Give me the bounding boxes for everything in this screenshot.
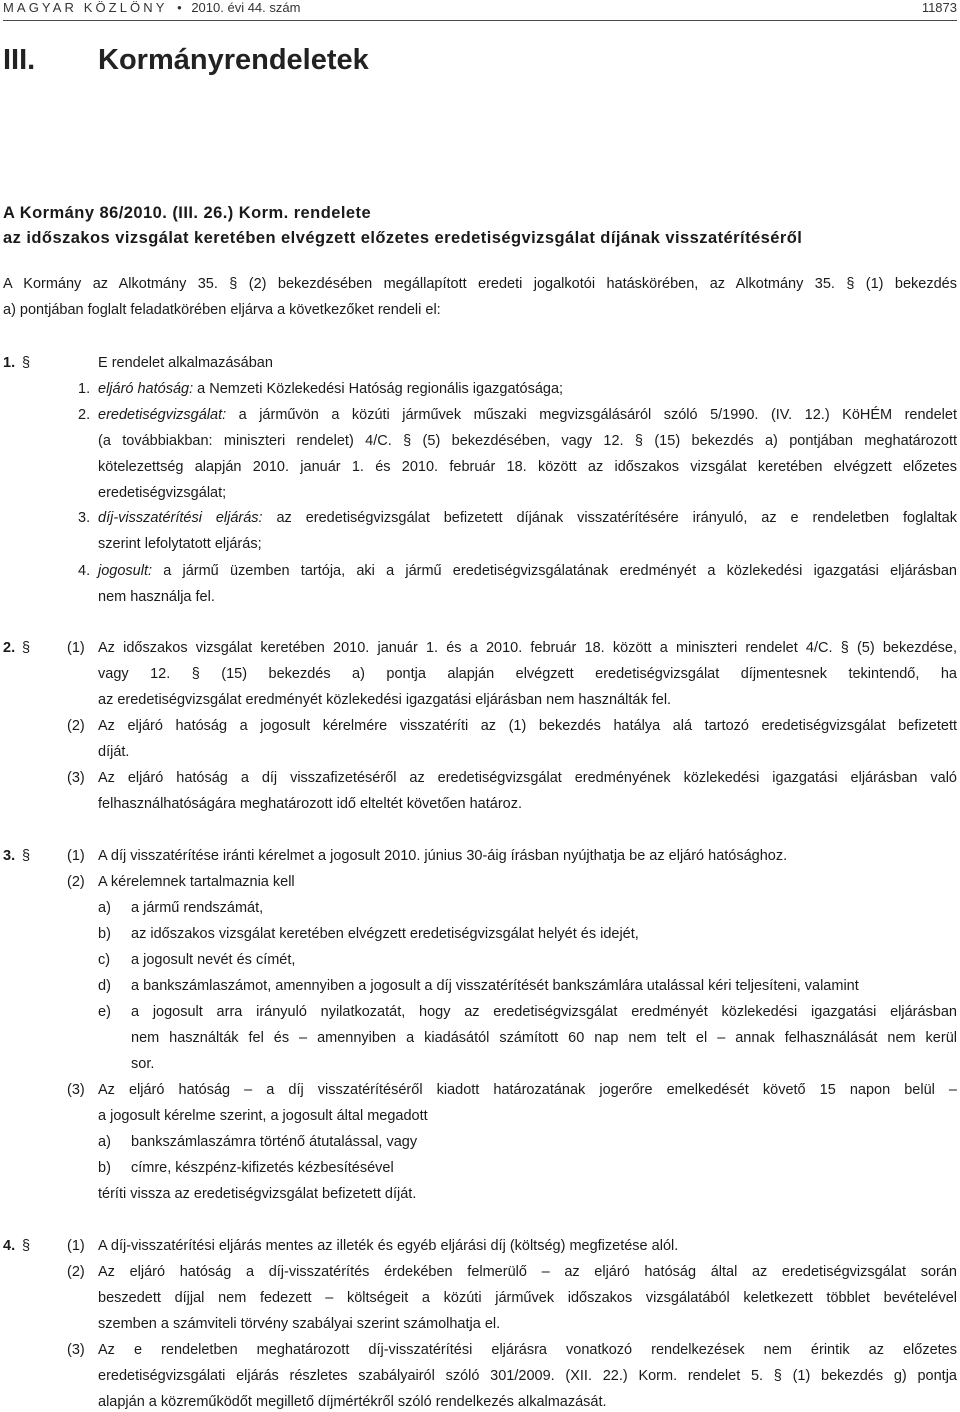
s2-paragraph-1-line: vagy 12. § (15) bekezdés a) pontja alapján elvégzett eredetiségvizsgálat díjmentesnek tekintendő, ha bbox=[98, 666, 957, 682]
s3-item-c-letter: c) bbox=[98, 952, 111, 968]
definition-1-number: 1. bbox=[78, 381, 91, 397]
definition-2-definition: a járművön a közúti járművek műszaki megvizsgálásáról szóló 5/1990. (IV. 12.) KöHÉM rendelet bbox=[226, 407, 957, 423]
page-header bbox=[3, 0, 957, 21]
s2-paragraph-2-line: Az eljáró hatóság a jogosult kérelmére visszatéríti az (1) bekezdés hatálya alá tartozó eredetiségvizsgálat befizetett bbox=[98, 718, 957, 734]
definition-2-line: (a továbbiakban: miniszteri rendelet) 4/C. § (5) bekezdésében, vagy 12. § (15) bekezdés a) pontjában meghatározott bbox=[98, 433, 957, 449]
s3-item-e-line: sor. bbox=[131, 1056, 155, 1072]
section-title: Kormányrendeletek bbox=[98, 44, 369, 76]
section-1-number: 1. bbox=[3, 355, 16, 371]
s4-paragraph-3-line: alapján a közreműködőt megillető díjmértékről szóló rendelkezés alkalmazását. bbox=[98, 1394, 607, 1410]
definition-4-number: 4. bbox=[78, 563, 91, 579]
s3-item-b-letter: b) bbox=[98, 926, 111, 942]
s3-payment-option-a-line: bankszámlaszámra történő átutalással, vagy bbox=[131, 1134, 418, 1150]
section-2-paragraph-mark: § bbox=[22, 640, 31, 656]
s2-paragraph-1-number: (1) bbox=[67, 640, 85, 656]
definition-3-line: szerint lefolytatott eljárás; bbox=[98, 536, 262, 552]
s4-paragraph-2-number: (2) bbox=[67, 1264, 85, 1280]
s4-paragraph-1-number: (1) bbox=[67, 1238, 85, 1254]
s3-item-e-line: nem használták fel és – amennyiben a kiadásától számított 60 nap nem telt el – annak felhasználását nem kerül bbox=[131, 1030, 957, 1046]
s3-paragraph-3-number: (3) bbox=[67, 1082, 85, 1098]
definition-4-line: nem használja fel. bbox=[98, 589, 215, 605]
section-1-paragraph-mark: § bbox=[22, 355, 31, 371]
s2-paragraph-3-line: Az eljáró hatóság a díj visszafizetéséről az eredetiségvizsgálat eredményének közlekedési igazgatási eljárásban való bbox=[98, 770, 957, 786]
s3-paragraph-3-line: a jogosult kérelme szerint, a jogosult által megadott bbox=[98, 1108, 428, 1124]
section-3-number: 3. bbox=[3, 848, 16, 864]
s3-paragraph-3-line: Az eljáró hatóság – a díj visszatérítéséről kiadott határozatának jogerőre emelkedését követő 15 napon belül – bbox=[98, 1082, 957, 1098]
s3-payment-option-a-letter: a) bbox=[98, 1134, 111, 1150]
section-1-heading: E rendelet alkalmazásában bbox=[98, 355, 273, 371]
s4-paragraph-2-line: Az eljáró hatóság a díj-visszatérítés érdekében felmerülő – az eljáró hatóság által az eredetiségvizsgálat során bbox=[98, 1264, 957, 1280]
definition-1-definition: a Nemzeti Közlekedési Hatóság regionális igazgatósága; bbox=[193, 381, 564, 397]
s3-payment-option-b-line: címre, készpénz-kifizetés kézbesítésével bbox=[131, 1160, 394, 1176]
s3-paragraph-2-number: (2) bbox=[67, 874, 85, 890]
section-heading bbox=[3, 44, 369, 77]
s3-paragraph-1-number: (1) bbox=[67, 848, 85, 864]
page-number: 11873 bbox=[921, 0, 957, 15]
s3-item-e-letter: e) bbox=[98, 1004, 111, 1020]
s3-paragraph-1-line: A díj visszatérítése iránti kérelmet a jogosult 2010. június 30-áig írásban nyújthatja be az eljáró hatósághoz. bbox=[98, 848, 788, 864]
s3-item-a-line: a jármű rendszámát, bbox=[131, 900, 264, 916]
s3-item-a-letter: a) bbox=[98, 900, 111, 916]
s3-item-d-letter: d) bbox=[98, 978, 111, 994]
s4-paragraph-3-line: eredetiségvizsgálati eljárás részletes szabályairól szóló 301/2009. (XII. 22.) Korm. rendelet 5. § (1) bekezdés g) pontja bbox=[98, 1368, 957, 1384]
definition-2-line: kötelezettség alapján 2010. január 1. és 2010. február 18. között az időszakos vizsgálat keretében elvégzett előzetes bbox=[98, 459, 957, 475]
s3-item-d-line: a bankszámlaszámot, amennyiben a jogosult a díj visszatérítését bankszámlára utalással kéri teljesíteni, valamint bbox=[131, 978, 859, 994]
s4-paragraph-2-line: beszedett díjjal nem fedezett – költségeit a közúti járművek időszakos vizsgálatából keletkezett többlet bevételével bbox=[98, 1290, 957, 1306]
s3-paragraph-2-line: A kérelemnek tartalmaznia kell bbox=[98, 874, 295, 890]
s3-item-c-line: a jogosult nevét és címét, bbox=[131, 952, 296, 968]
s4-paragraph-3-number: (3) bbox=[67, 1342, 85, 1358]
decree-title bbox=[3, 201, 802, 251]
definition-1-line bbox=[98, 379, 563, 399]
s3-closing-line: téríti vissza az eredetiségvizsgálat befizetett díját. bbox=[98, 1186, 417, 1202]
issue-number: 2010. évi 44. szám bbox=[191, 0, 301, 15]
s2-paragraph-1-line: Az időszakos vizsgálat keretében 2010. január 1. és a 2010. február 18. között a miniszteri rendelet 4/C. § (5) bekezdése, bbox=[98, 640, 957, 656]
section-2-number: 2. bbox=[3, 640, 16, 656]
definition-2-line bbox=[98, 405, 957, 425]
definition-2-line: eredetiségvizsgálat; bbox=[98, 485, 227, 501]
definition-2-term: eredetiségvizsgálat: bbox=[98, 407, 227, 423]
definition-2-number: 2. bbox=[78, 407, 91, 423]
definition-4-term: jogosult: bbox=[98, 563, 153, 579]
decree-title-line-1: A Kormány 86/2010. (III. 26.) Korm. rendelete bbox=[3, 204, 372, 222]
s2-paragraph-3-number: (3) bbox=[67, 770, 85, 786]
section-4-number: 4. bbox=[3, 1238, 16, 1254]
definition-3-term: díj-visszatérítési eljárás: bbox=[98, 510, 263, 526]
definition-1-term: eljáró hatóság: bbox=[98, 381, 194, 397]
section-roman-numeral: III. bbox=[3, 44, 36, 76]
definition-4-line bbox=[98, 561, 957, 581]
definition-3-definition: az eredetiségvizsgálat befizetett díjának visszatérítésére irányuló, az e rendeletben foglaltak bbox=[262, 510, 957, 526]
s4-paragraph-1-line: A díj-visszatérítési eljárás mentes az illeték és egyéb eljárási díj (költség) megfizetése alól. bbox=[98, 1238, 679, 1254]
s2-paragraph-3-line: felhasználhatóságára meghatározott idő elteltét követően határoz. bbox=[98, 796, 522, 812]
header-bullet: • bbox=[177, 0, 182, 15]
preamble-line: A Kormány az Alkotmány 35. § (2) bekezdésében megállapított eredeti jogalkotói hatáskörében, az Alkotmány 35. § (1) bekezdés bbox=[3, 276, 957, 292]
decree-title-line-2: az időszakos vizsgálat keretében elvégzett előzetes eredetiségvizsgálat díjának visszatérítéséről bbox=[3, 229, 803, 247]
definition-4-definition: a jármű üzemben tartója, aki a jármű eredetiségvizsgálatának eredményét a közlekedési igazgatási eljárásban bbox=[152, 563, 957, 579]
journal-name: MAGYAR KÖZLÖNY bbox=[3, 0, 168, 15]
s3-item-e-line: a jogosult arra irányuló nyilatkozatát, hogy az eredetiségvizsgálat eredményét közlekedési igazgatási eljárásban bbox=[131, 1004, 957, 1020]
definition-3-line bbox=[98, 508, 957, 528]
s3-item-b-line: az időszakos vizsgálat keretében elvégzett eredetiségvizsgálat helyét és idejét, bbox=[131, 926, 639, 942]
s3-payment-option-b-letter: b) bbox=[98, 1160, 111, 1176]
s4-paragraph-3-line: Az e rendeletben meghatározott díj-visszatérítési eljárásra vonatkozó rendelkezések nem érintik az előzetes bbox=[98, 1342, 957, 1358]
s2-paragraph-2-number: (2) bbox=[67, 718, 85, 734]
s2-paragraph-2-line: díját. bbox=[98, 744, 130, 760]
definition-3-number: 3. bbox=[78, 510, 91, 526]
s2-paragraph-1-line: az eredetiségvizsgálat eredményét közlekedési igazgatási eljárásban nem használták fel. bbox=[98, 692, 672, 708]
section-3-paragraph-mark: § bbox=[22, 848, 31, 864]
preamble-line: a) pontjában foglalt feladatkörében eljárva a következőket rendeli el: bbox=[3, 302, 441, 318]
journal-issue-info bbox=[3, 0, 300, 15]
s4-paragraph-2-line: szemben a számviteli törvény szabályai szerint számolhatja el. bbox=[98, 1316, 501, 1332]
section-4-paragraph-mark: § bbox=[22, 1238, 31, 1254]
